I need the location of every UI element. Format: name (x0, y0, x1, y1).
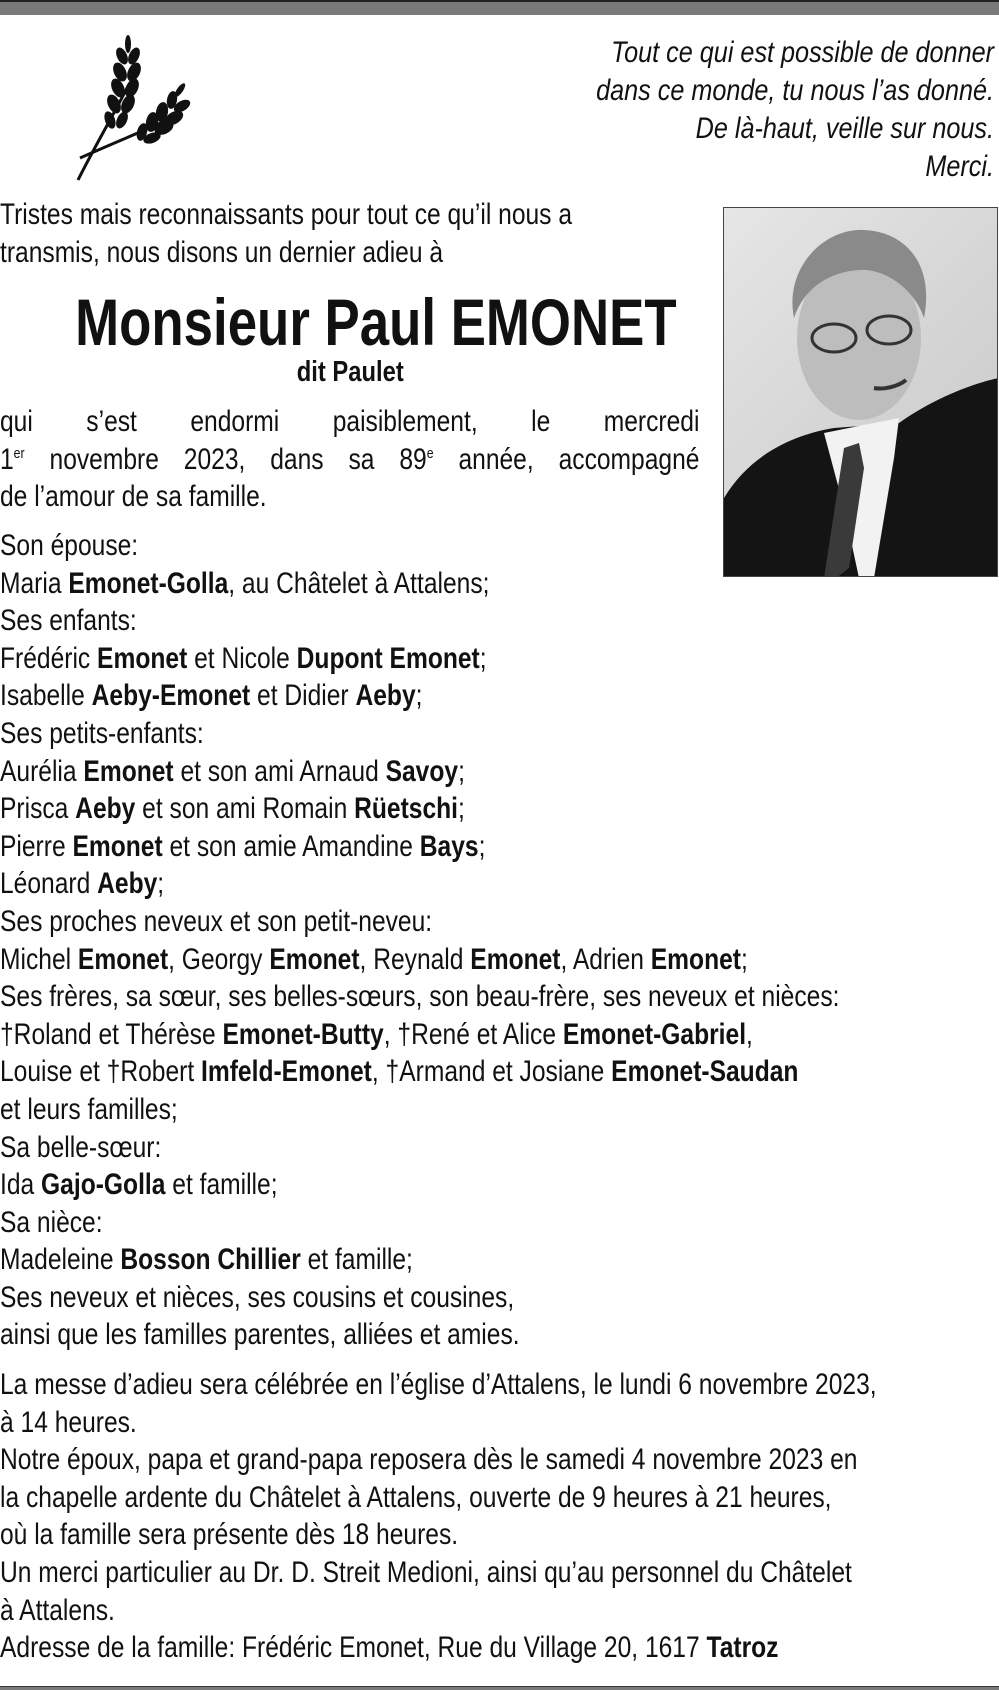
death-line-3: de l’amour de sa famille. (0, 480, 267, 514)
age-ordinal: e (426, 444, 434, 462)
entry-text: ; (478, 829, 486, 863)
mass-line: à 14 heures. (0, 1405, 137, 1439)
entry-text: ; (479, 641, 487, 675)
entry-text: ; (415, 679, 423, 713)
surname: Gajo-Golla (41, 1168, 166, 1202)
sister-in-law-entry (0, 1166, 999, 1204)
siblings-entry: et leurs familles; (0, 1092, 178, 1126)
death-line-2-end: année, accompagné (433, 442, 700, 476)
entry-text: ; (457, 792, 465, 826)
death-line-1: qui s’est endormi paisiblement, le mercredi (0, 405, 700, 438)
grandchild-entry (0, 790, 999, 828)
surname: Aeby (75, 792, 136, 826)
first-name: Michel (0, 942, 78, 976)
child-entry (0, 640, 999, 678)
entry-text: †Roland et Thérèse (0, 1017, 223, 1051)
deceased-name-block (0, 286, 700, 358)
surname: Rüetschi (354, 792, 458, 826)
first-name: Aurélia (0, 754, 84, 788)
entry-text: ; (740, 942, 748, 976)
death-date-text: novembre 2023, dans sa 89 (24, 442, 427, 476)
wheat-icon (76, 34, 200, 182)
surname: Emonet (650, 942, 741, 976)
nickname-block (0, 356, 700, 389)
memorial-quote (406, 34, 994, 186)
surname: Savoy (385, 754, 459, 788)
surname: Bosson Chillier (120, 1243, 301, 1277)
surname: Imfeld-Emonet (201, 1055, 372, 1089)
surname: Emonet-Gabriel (562, 1017, 747, 1051)
surname: Emonet (470, 942, 561, 976)
surname: Emonet-Butty (222, 1017, 384, 1051)
spouse-label: Son épouse: (0, 529, 139, 562)
intro-line: transmis, nous disons un dernier adieu à (0, 235, 444, 269)
child-entry (0, 677, 999, 715)
surname: Emonet-Saudan (611, 1055, 799, 1089)
first-name: Isabelle (0, 679, 92, 713)
entry-text: , Reynald (359, 942, 471, 976)
surname: Emonet (97, 641, 188, 675)
grandchild-entry (0, 753, 999, 791)
death-line-2 (0, 441, 699, 479)
portrait-photo-illustration (724, 208, 998, 577)
day-ordinal: er (13, 444, 25, 462)
surname: Emonet (72, 829, 163, 863)
entry-text: et son ami Arnaud (173, 754, 386, 788)
quote-line: De là-haut, veille sur nous. (695, 112, 994, 145)
first-name: Pierre (0, 829, 73, 863)
entry-text: , (746, 1017, 753, 1051)
entry-text: ; (157, 867, 165, 901)
quote-line: Tout ce qui est possible de donner (611, 36, 994, 69)
nephews-label: Ses proches neveux et son petit-neveu: (0, 904, 433, 938)
quote-line: Merci. (925, 150, 994, 183)
thanks-line: à Attalens. (0, 1593, 115, 1627)
niece-label: Sa nièce: (0, 1205, 103, 1239)
top-border-bar (0, 0, 999, 15)
nephews-entry (0, 941, 999, 979)
sister-in-law-label: Sa belle-sœur: (0, 1130, 162, 1164)
surname: Aeby (97, 867, 158, 901)
siblings-entry (0, 1053, 999, 1091)
intro-line: Tristes mais reconnaissants pour tout ce qu’il nous a (0, 198, 573, 231)
surname: Dupont Emonet (296, 641, 480, 675)
first-name: Léonard (0, 867, 98, 901)
surname: Emonet-Golla (68, 566, 229, 600)
thanks-line: Un merci particulier au Dr. D. Streit Medioni, ainsi qu’au personnel du Châtelet (0, 1555, 852, 1589)
siblings-label: Ses frères, sa sœur, ses belles-sœurs, son beau-frère, ses neveux et nièces: (0, 980, 840, 1014)
address-text: Adresse de la famille: Frédéric Emonet, Rue du Village 20, 1617 (0, 1631, 707, 1665)
entry-text: Louise et †Robert (0, 1055, 202, 1089)
rest-line: la chapelle ardente du Châtelet à Attalens, ouverte de 9 heures à 21 heures, (0, 1480, 832, 1514)
entry-text: et famille; (300, 1243, 413, 1277)
deceased-nickname: dit Paulet (296, 356, 404, 388)
children-label: Ses enfants: (0, 604, 137, 638)
entry-text: et Didier (250, 679, 356, 713)
entry-text: , †René et Alice (383, 1017, 563, 1051)
quote-line: dans ce monde, tu nous l’as donné. (596, 74, 994, 107)
surname: Aeby-Emonet (91, 679, 251, 713)
grandchild-entry (0, 865, 999, 903)
siblings-entry (0, 1016, 999, 1054)
first-name: Prisca (0, 792, 76, 826)
surname: Aeby (355, 679, 416, 713)
entry-text: et son ami Romain (135, 792, 355, 826)
entry-text: ; (458, 754, 465, 788)
family-address (0, 1629, 999, 1667)
address-town: Tatroz (706, 1631, 779, 1665)
death-day: 1 (0, 442, 14, 476)
surname: Emonet (269, 942, 360, 976)
intro-text (0, 196, 699, 271)
entry-text: , Georgy (168, 942, 270, 976)
death-announcement (0, 403, 699, 516)
entry-text: et son amie Amandine (162, 829, 420, 863)
entry-text: , †Armand et Josiane (371, 1055, 612, 1089)
first-name: Ida (0, 1168, 42, 1202)
others-line: Ses neveux et nièces, ses cousins et cousines, (0, 1280, 515, 1314)
rest-line: où la famille sera présente dès 18 heures. (0, 1518, 459, 1552)
first-name: Madeleine (0, 1243, 121, 1277)
surname: Emonet (77, 942, 169, 976)
entry-text: et famille; (165, 1168, 278, 1202)
entry-text: et Nicole (187, 641, 297, 675)
bottom-border-bar (0, 1686, 999, 1690)
surname: Emonet (83, 754, 174, 788)
entry-rest: , au Châtelet à Attalens; (228, 566, 490, 600)
family-list (0, 527, 999, 1354)
deceased-name: Monsieur Paul EMONET (75, 285, 677, 359)
portrait-photo (723, 207, 998, 577)
first-name: Maria (0, 566, 69, 600)
niece-entry (0, 1241, 999, 1279)
first-name: Frédéric (0, 641, 98, 675)
others-line: ainsi que les familles parentes, alliées et amies. (0, 1318, 520, 1352)
grandchildren-label: Ses petits-enfants: (0, 716, 204, 750)
mass-line: La messe d’adieu sera célébrée en l’église d’Attalens, le lundi 6 novembre 2023, (0, 1368, 877, 1401)
rest-line: Notre époux, papa et grand-papa reposera dès le samedi 4 novembre 2023 en (0, 1443, 858, 1477)
grandchild-entry (0, 828, 999, 866)
surname: Bays (419, 829, 479, 863)
ceremony-details (0, 1366, 999, 1667)
spouse-entry (0, 565, 999, 603)
entry-text: , Adrien (560, 942, 651, 976)
